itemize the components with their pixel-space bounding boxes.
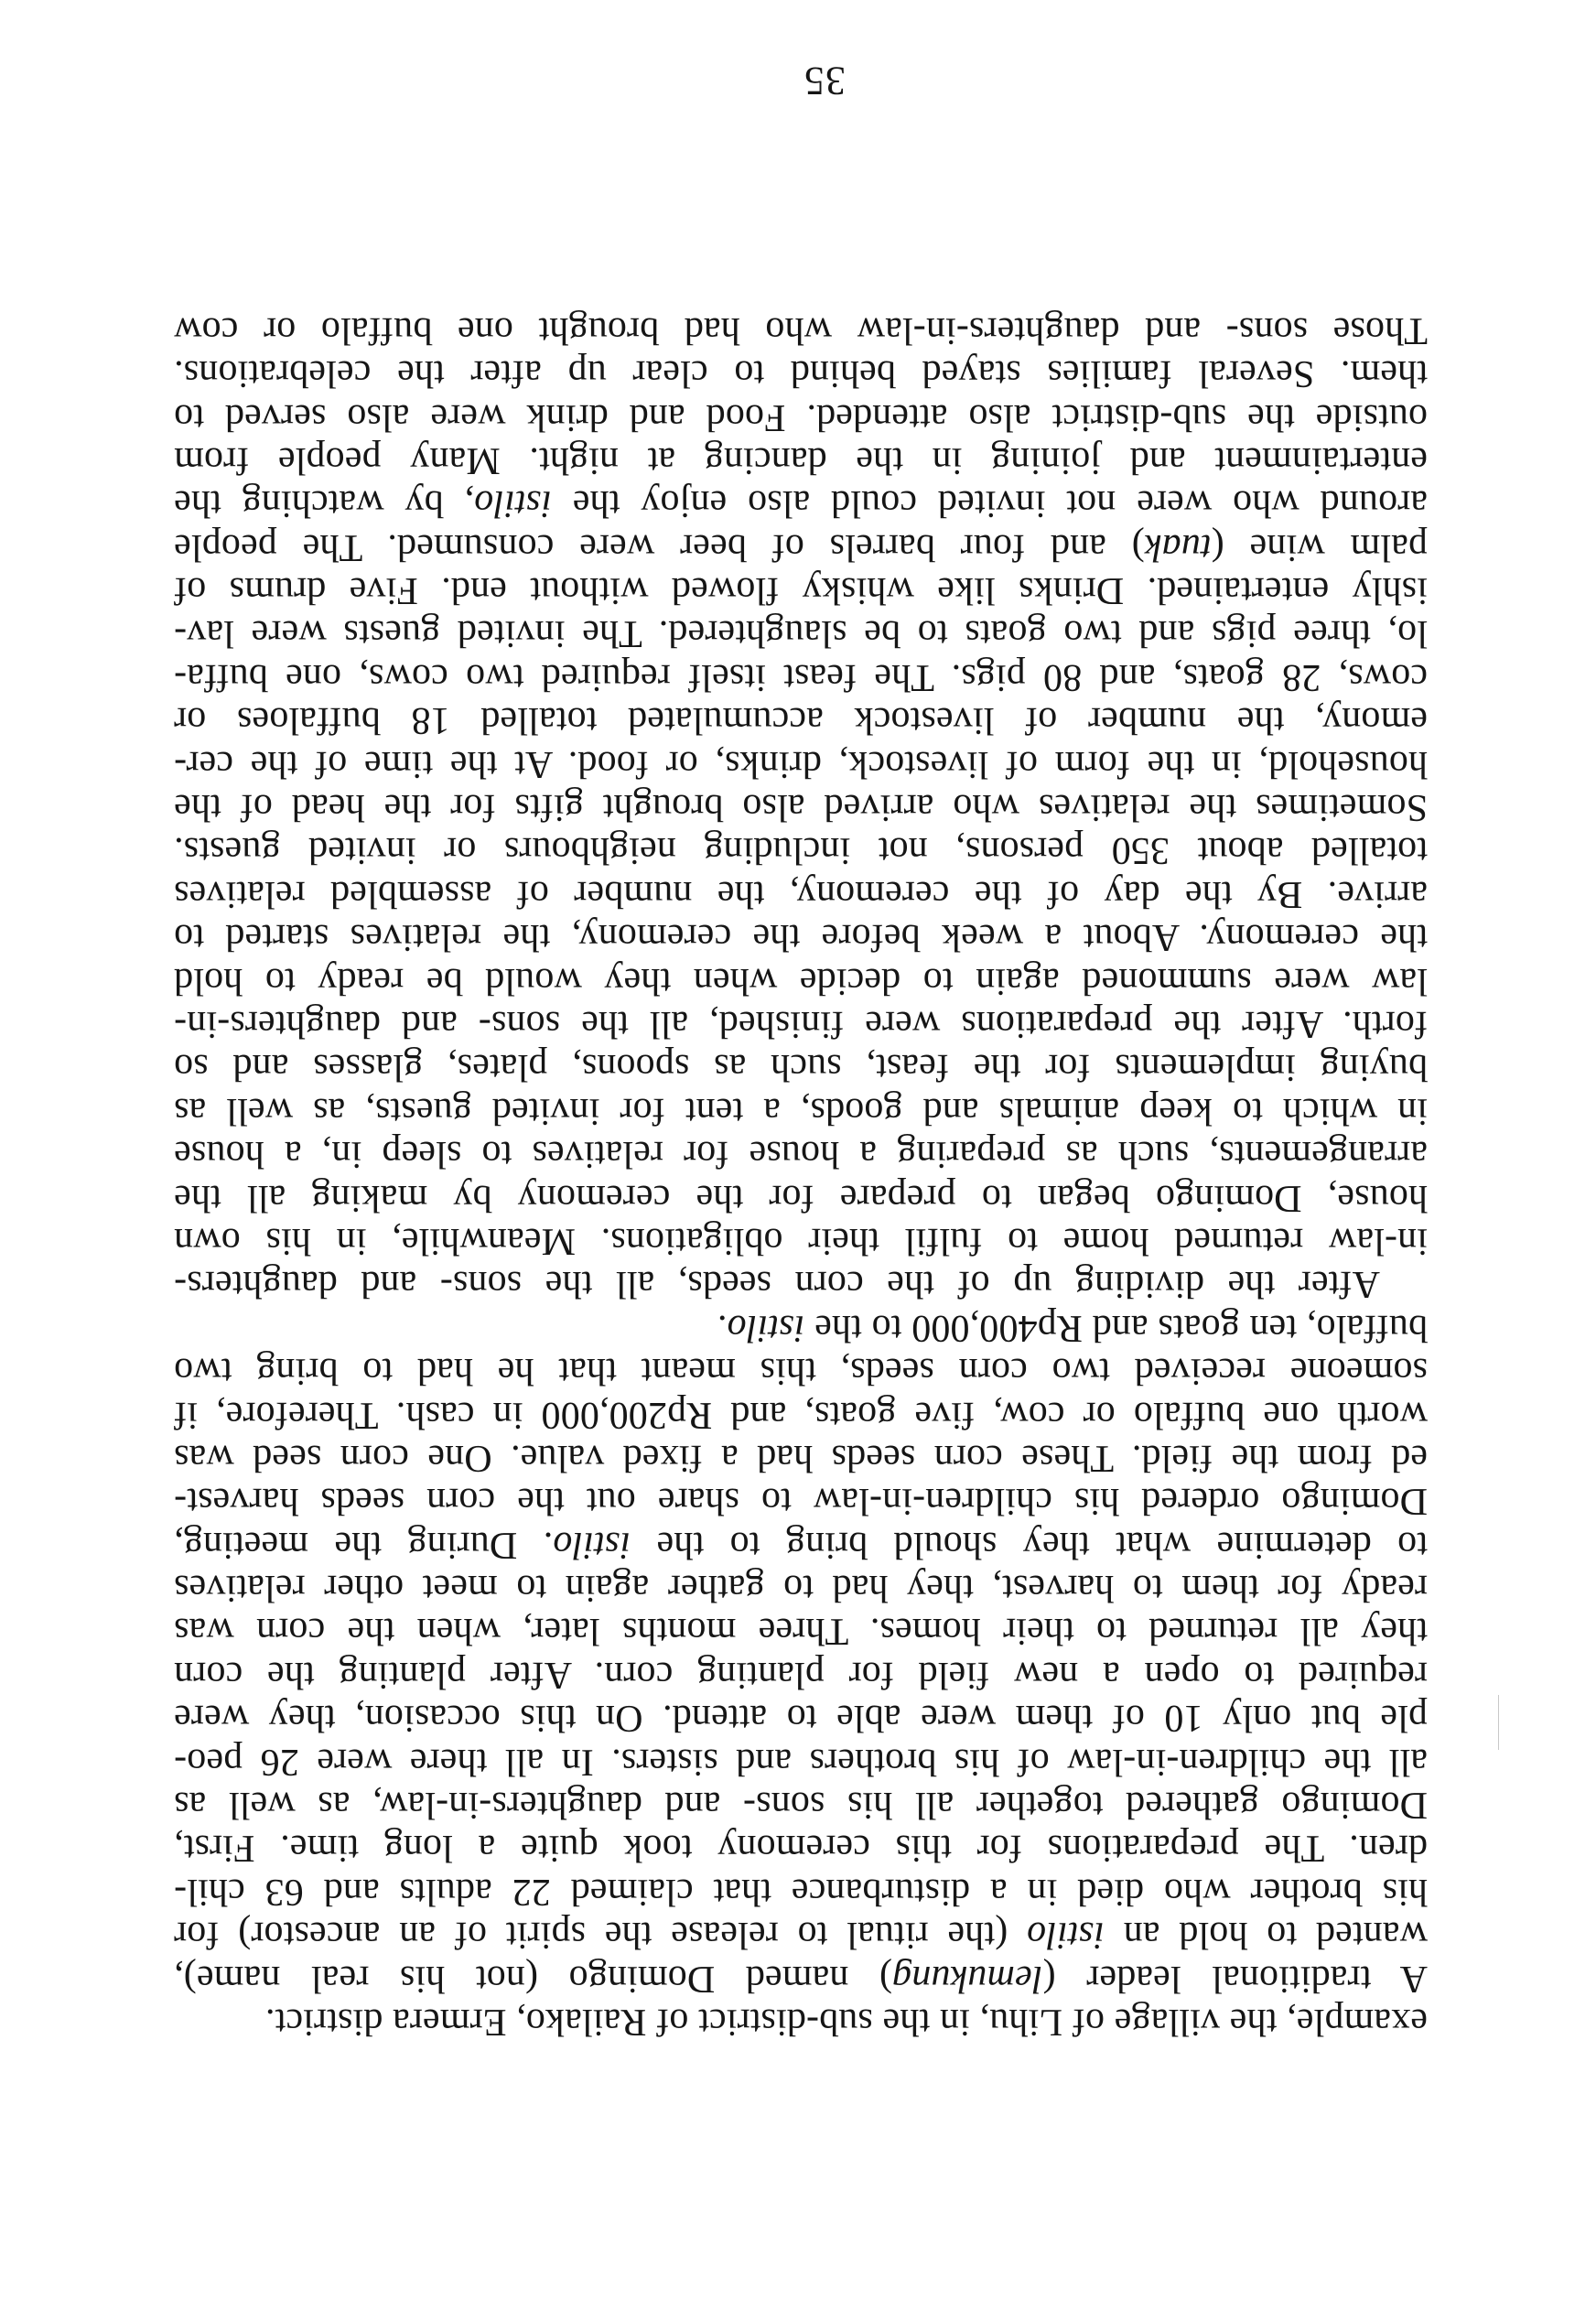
text-segment: required to open a new field for planting corn. After planting the corn	[174, 1653, 1428, 1696]
text-line	[174, 1132, 1428, 1175]
text-line	[174, 481, 1428, 524]
text-segment: example, the village of Lihu, in the sub-district of Railako, Ermera district.	[264, 2001, 1428, 2043]
text-segment: in which to keep animals and goods, a tent for invited guests, as well as	[174, 1089, 1428, 1132]
text-line	[174, 1522, 1428, 1565]
text-line	[174, 871, 1428, 914]
text-segment: they all returned to their homes. Three months later, when the corn was	[174, 1610, 1428, 1653]
text-line	[174, 828, 1428, 871]
text-line	[174, 611, 1428, 654]
text-segment: (the ritual to release the spirit of an ancestor) for	[174, 1914, 1027, 1957]
text-segment: entertainment and joining in the dancing at night. Many people from	[174, 438, 1428, 481]
text-segment: palm wine (	[1211, 525, 1428, 568]
italic-term: istilo	[727, 1306, 805, 1349]
text-segment: lo, three pigs and two goats to be slaughtered. The invited guests were lav-	[174, 612, 1428, 655]
text-line	[174, 1869, 1428, 1912]
text-line	[174, 1349, 1428, 1392]
italic-term: istilo	[553, 1523, 631, 1566]
text-line	[174, 1739, 1428, 1782]
text-segment: dren. The preparations for this ceremony took quite a long time. First,	[174, 1827, 1428, 1870]
text-segment: outside the sub-district also attended. Food and drink were also served to	[174, 395, 1428, 438]
italic-term: istilo	[1026, 1914, 1105, 1957]
page-number: 35	[803, 59, 846, 103]
text-line	[174, 1262, 1428, 1305]
text-line	[174, 1175, 1428, 1218]
text-segment: ) named Domingo (not his real name),	[174, 1957, 893, 2000]
text-line	[174, 568, 1428, 611]
text-segment: wanted to hold an	[1104, 1914, 1428, 1957]
text-line	[174, 1913, 1428, 1956]
text-line	[174, 1652, 1428, 1695]
text-segment: ) and four barrels of beer were consumed. The people	[174, 525, 1145, 568]
text-segment: house, Domingo began to prepare for the ceremony by making all the	[174, 1176, 1428, 1219]
body-text	[174, 308, 1428, 2043]
text-segment: law were summoned again to decide when they would be ready to hold	[174, 959, 1428, 1002]
text-segment: Sometimes the relatives who arrived also brought gifts for the head of the	[174, 786, 1428, 829]
text-line	[174, 308, 1428, 351]
text-line	[174, 1956, 1428, 1999]
text-line	[174, 1219, 1428, 1262]
text-segment: ed from the field. These corn seeds had a fixed value. One corn seed was	[174, 1436, 1428, 1479]
text-segment: in-law returned home to fulfil their obligations. Meanwhile, in his own	[174, 1219, 1428, 1262]
text-segment: buffalo, ten goats and Rp400,000 to the	[804, 1306, 1428, 1349]
text-segment: Those sons- and daughters-in-law who had brought one buffalo or cow	[174, 308, 1428, 351]
text-segment: Domingo gathered together all his sons- and daughters-in-law, as well as	[174, 1784, 1428, 1827]
text-line	[174, 1479, 1428, 1522]
text-segment: forth. After the preparations were finished, all the sons- and daughters-in-	[174, 1003, 1428, 1046]
text-line	[174, 1436, 1428, 1479]
text-segment: ready for them to harvest, they had to gather again to meet other relatives	[174, 1567, 1428, 1610]
text-segment: all the children-in-law of his brothers and sisters. In all there were 26 peo-	[174, 1740, 1428, 1783]
italic-term: istilo	[474, 482, 552, 525]
text-line	[174, 2000, 1428, 2043]
text-segment: to determine what they should bring to the	[631, 1523, 1428, 1566]
text-segment: , by watching the	[174, 482, 475, 525]
text-segment: emony, the number of livestock accumulated totalled 18 buffaloes or	[174, 699, 1428, 742]
text-line	[174, 394, 1428, 437]
text-line	[174, 1696, 1428, 1739]
text-segment: . During the meeting,	[174, 1523, 554, 1566]
text-segment: ishly entertained. Drinks like whisky flowed without end. Five drums of	[174, 569, 1428, 612]
text-line	[174, 1002, 1428, 1045]
text-segment: ple but only 10 of them were able to attend. On this occasion, they were	[174, 1697, 1428, 1740]
text-segment: his brother who died in a disturbance that claimed 22 adults and 63 chil-	[174, 1870, 1428, 1913]
italic-term: lemukung	[892, 1957, 1043, 2000]
text-line	[174, 741, 1428, 784]
text-segment: A traditional leader (	[1042, 1957, 1428, 2000]
text-segment: After the dividing up of the corn seeds, all the sons- and daughters-	[174, 1263, 1380, 1306]
text-line	[174, 1826, 1428, 1869]
text-segment: totalled about 350 persons, not including neighbours or invited guests.	[174, 829, 1428, 872]
text-line	[174, 438, 1428, 481]
text-line	[174, 698, 1428, 741]
scan-edge-mark	[1498, 1695, 1499, 1750]
text-segment: .	[717, 1306, 728, 1349]
text-segment: household, in the form of livestock, drinks, or food. At the time of the cer-	[174, 742, 1428, 785]
text-line	[174, 915, 1428, 958]
text-segment: the ceremony. About a week before the ceremony, the relatives started to	[174, 916, 1428, 959]
text-segment: worth one buffalo or cow, five goats, and Rp200,000 in cash. Therefore, if	[174, 1393, 1428, 1436]
text-line	[174, 1305, 1428, 1348]
text-line	[174, 524, 1428, 567]
italic-term: tuak	[1144, 525, 1212, 568]
text-line	[174, 1566, 1428, 1609]
text-line	[174, 655, 1428, 698]
text-line	[174, 1783, 1428, 1826]
text-line	[174, 1088, 1428, 1131]
text-line	[174, 1609, 1428, 1652]
text-segment: arrive. By the day of the ceremony, the number of assembled relatives	[174, 872, 1428, 915]
text-segment: Domingo ordered his children-in-law to share out the corn seeds harvest-	[174, 1480, 1428, 1523]
text-segment: buying implements for the feast, such as spoons, plates, glasses and so	[174, 1046, 1428, 1089]
text-segment: them. Several families stayed behind to clear up after the celebrations.	[174, 352, 1428, 395]
text-segment: someone received two corn seeds, this meant that he had to bring two	[174, 1350, 1428, 1393]
text-line	[174, 1392, 1428, 1435]
text-segment: arrangements, such as preparing a house for relatives to sleep in, a house	[174, 1133, 1428, 1176]
text-line	[174, 958, 1428, 1001]
text-segment: cows, 28 goats, and 80 pigs. The feast itself required two cows, one buffa-	[174, 655, 1428, 698]
text-line	[174, 1045, 1428, 1088]
text-line	[174, 351, 1428, 394]
text-line	[174, 785, 1428, 828]
text-segment: around who were not invited could also enjoy the	[551, 482, 1428, 525]
